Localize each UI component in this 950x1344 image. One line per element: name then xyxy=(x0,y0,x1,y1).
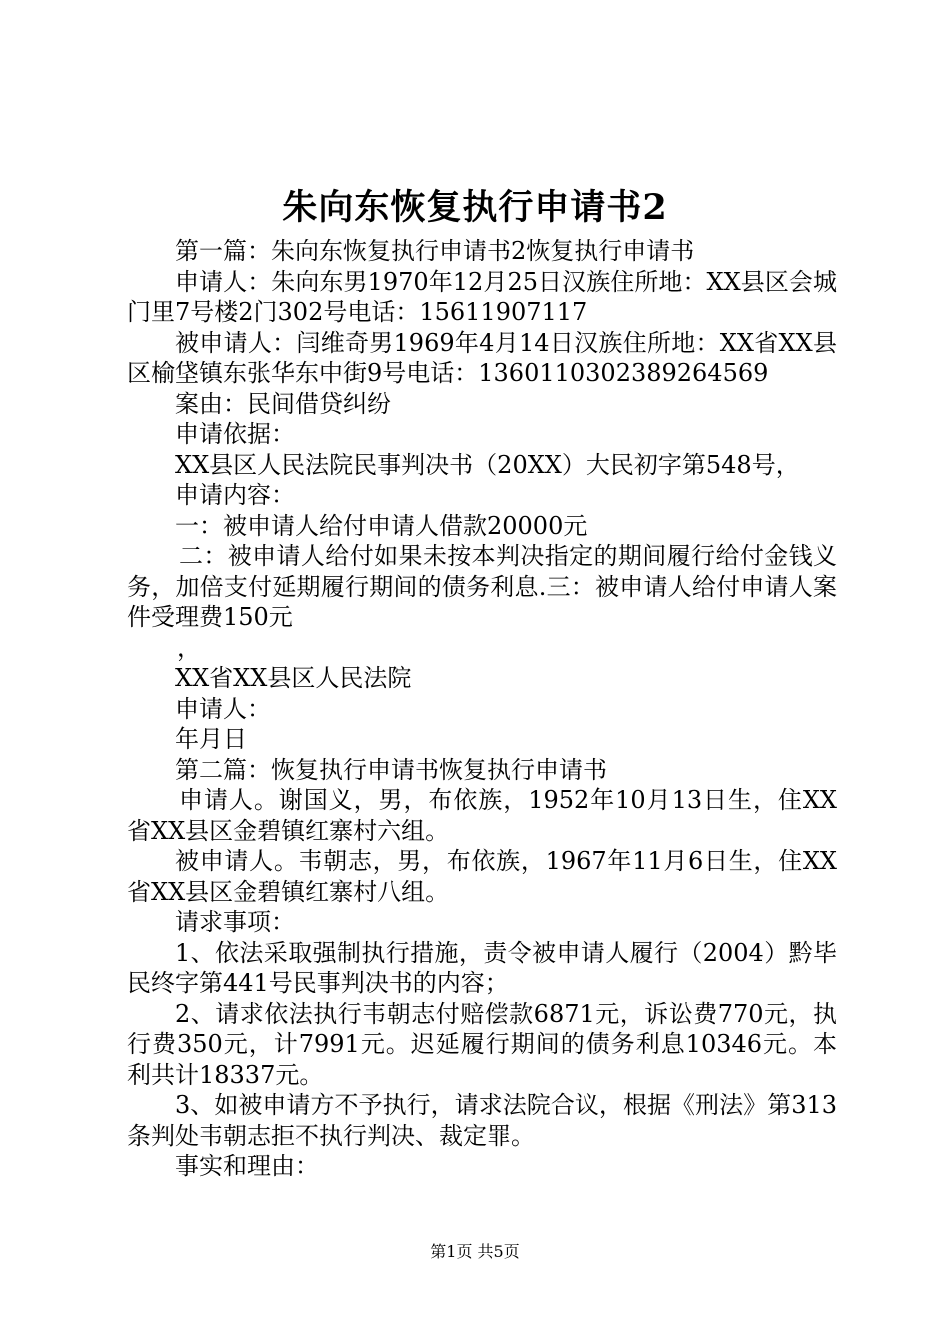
paragraph-content-heading: 申请内容： xyxy=(175,481,295,509)
paragraph-item-one: 一：被申请人给付申请人借款20000元 xyxy=(175,511,588,540)
paragraph-applicant-two: 申请人。谢国义，男，布依族，1952年10月13日生，住XX省XX县区金碧镇红寨村六组。 xyxy=(127,786,837,845)
paragraph-request-one: 1、依法采取强制执行措施，责令被申请人履行（2004）黔毕民终字第441号民事判决书的内容； xyxy=(127,938,837,997)
paragraph-part-one-heading: 第一篇：朱向东恢复执行申请书2恢复执行申请书 xyxy=(175,237,695,265)
paragraph-date: 年月日 xyxy=(175,725,247,753)
paragraph-item-two-three: 二：被申请人给付如果未按本判决指定的期间履行给付金钱义务，加倍支付延期履行期间的债务利息.三：被申请人给付申请人案件受理费150元 xyxy=(127,542,837,631)
document-body xyxy=(127,236,837,1182)
page-footer: 第1页 共5页 xyxy=(430,1242,520,1261)
paragraph-signature-applicant: 申请人： xyxy=(175,694,271,723)
paragraph-request-two: 2、请求依法执行韦朝志付赔偿款6871元，诉讼费770元，执行费350元，计7991元。迟延履行期间的债务利息10346元。本利共计18337元。 xyxy=(127,999,837,1089)
paragraph-respondent-two: 被申请人。韦朝志，男，布依族，1967年11月6日生，住XX省XX县区金碧镇红寨村八组。 xyxy=(127,847,837,906)
paragraph-part-two-heading: 第二篇：恢复执行申请书恢复执行申请书 xyxy=(175,755,607,784)
document-title: 朱向东恢复执行申请书2 xyxy=(282,187,668,228)
paragraph-request-three: 3、如被申请方不予执行，请求法院合议，根据《刑法》第313条判处韦朝志拒不执行判决、裁定罪。 xyxy=(127,1091,837,1150)
paragraph-comma: ， xyxy=(177,633,201,662)
paragraph-respondent: 被申请人：闫维奇男1969年4月14日汉族住所地：XX省XX县区榆垡镇东张华东中街9号电话：1360110302389264569 xyxy=(127,328,837,387)
paragraph-basis: XX县区人民法院民事判决书（20XX）大民初字第548号， xyxy=(175,450,800,479)
paragraph-court: XX省XX县区人民法院 xyxy=(175,664,412,692)
paragraph-requests-heading: 请求事项： xyxy=(175,908,295,936)
paragraph-facts-heading: 事实和理由： xyxy=(175,1152,319,1180)
paragraph-basis-heading: 申请依据： xyxy=(175,420,295,448)
paragraph-applicant: 申请人：朱向东男1970年12月25日汉族住所地：XX县区会城门里7号楼2门302号电话：15611907117 xyxy=(127,267,837,326)
paragraph-cause: 案由：民间借贷纠纷 xyxy=(175,389,391,418)
